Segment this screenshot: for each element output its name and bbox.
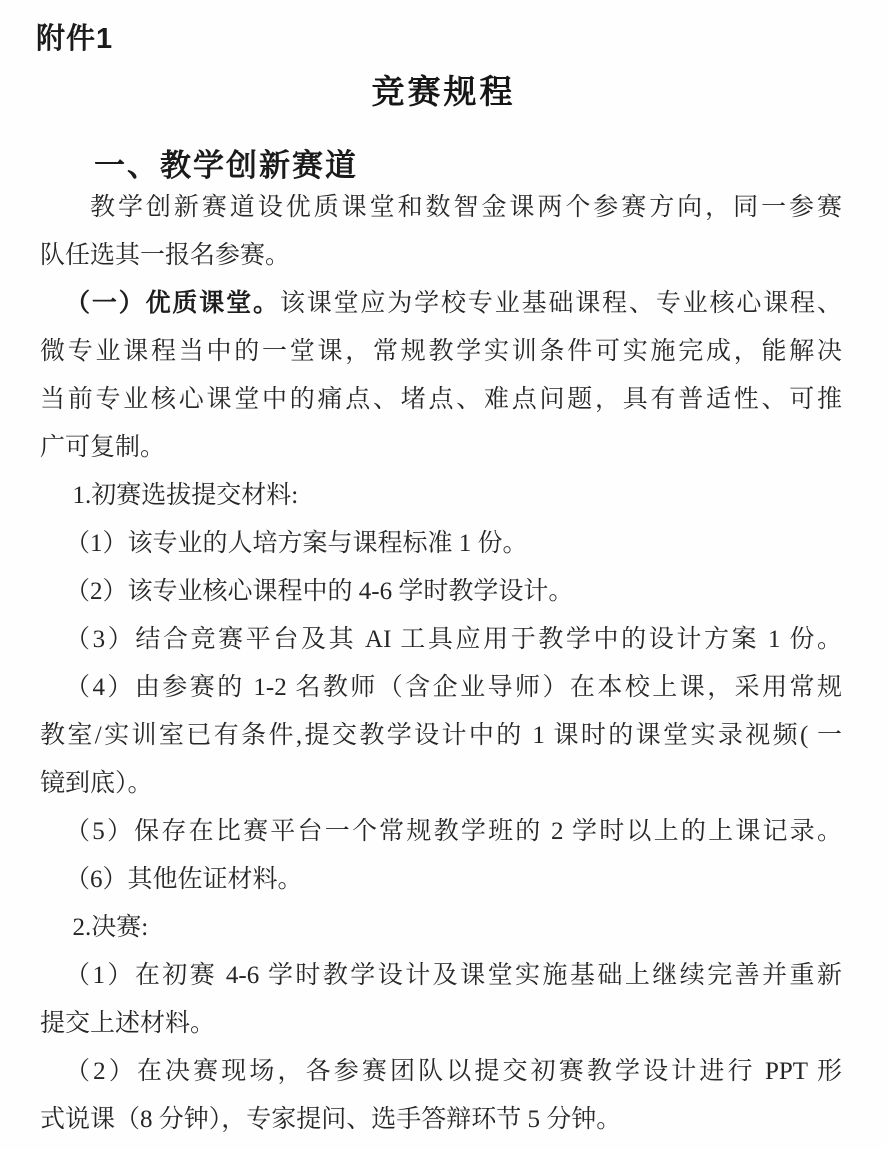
text-run: （2）该专业核心课程中的 4-6 学时教学设计。 <box>65 578 574 605</box>
text-line <box>40 280 842 328</box>
text-line <box>40 328 842 376</box>
text-line <box>40 856 842 904</box>
text-run: 提交上述材料。 <box>40 1010 216 1037</box>
document-title: 竞赛规程 <box>371 75 516 111</box>
text-run: （4）由参赛的 1-2 名教师（含企业导师）在本校上课，采用常规 <box>65 674 842 701</box>
text-run: （3）结合竞赛平台及其 AI 工具应用于教学中的设计方案 1 份。 <box>65 626 842 653</box>
text-line <box>40 616 842 664</box>
text-line <box>40 472 842 520</box>
text-run: 该课堂应为学校专业基础课程、专业核心课程、 <box>279 290 842 317</box>
text-line <box>40 664 842 712</box>
text-line <box>40 184 842 232</box>
text-line <box>40 568 842 616</box>
text-line <box>40 952 842 1000</box>
text-line <box>40 1048 842 1096</box>
text-line <box>40 760 842 808</box>
section-heading: 一、教学创新赛道 <box>94 148 358 183</box>
text-line <box>40 904 842 952</box>
text-run: 教室/实训室已有条件,提交教学设计中的 1 课时的课堂实录视频( 一 <box>40 722 842 749</box>
text-run: （2）在决赛现场，各参赛团队以提交初赛教学设计进行 PPT 形 <box>65 1058 842 1085</box>
text-run: （5）保存在比赛平台一个常规教学班的 2 学时以上的上课记录。 <box>65 818 842 845</box>
text-line <box>40 232 842 280</box>
text-run: （6）其他佐证材料。 <box>65 866 303 893</box>
document-body <box>40 184 842 1144</box>
text-line <box>40 712 842 760</box>
text-line <box>40 520 842 568</box>
attachment-label: 附件1 <box>36 23 114 55</box>
text-run: 广可复制。 <box>40 434 166 461</box>
text-run: （1）该专业的人培方案与课程标准 1 份。 <box>65 530 528 557</box>
bold-text-run: （一）优质课堂。 <box>65 290 280 317</box>
text-run: 式说课（8 分钟），专家提问、选手答辩环节 5 分钟。 <box>40 1106 622 1133</box>
text-line <box>40 1096 842 1144</box>
text-line <box>40 376 842 424</box>
text-run: 教学创新赛道设优质课堂和数智金课两个参赛方向，同一参赛 <box>90 194 842 221</box>
text-run: 微专业课程当中的一堂课，常规教学实训条件可实施完成，能解决 <box>40 338 842 365</box>
text-run: （1）在初赛 4-6 学时教学设计及课堂实施基础上继续完善并重新 <box>65 962 842 989</box>
text-line <box>40 1000 842 1048</box>
text-line <box>40 424 842 472</box>
text-run: 当前专业核心课堂中的痛点、堵点、难点问题，具有普适性、可推 <box>40 386 842 413</box>
text-run: 镜到底）。 <box>40 770 153 797</box>
text-run: 2.决赛: <box>72 914 149 941</box>
text-run: 1.初赛选拔提交材料: <box>72 482 299 509</box>
text-line <box>40 808 842 856</box>
text-run: 队任选其一报名参赛。 <box>40 242 291 269</box>
